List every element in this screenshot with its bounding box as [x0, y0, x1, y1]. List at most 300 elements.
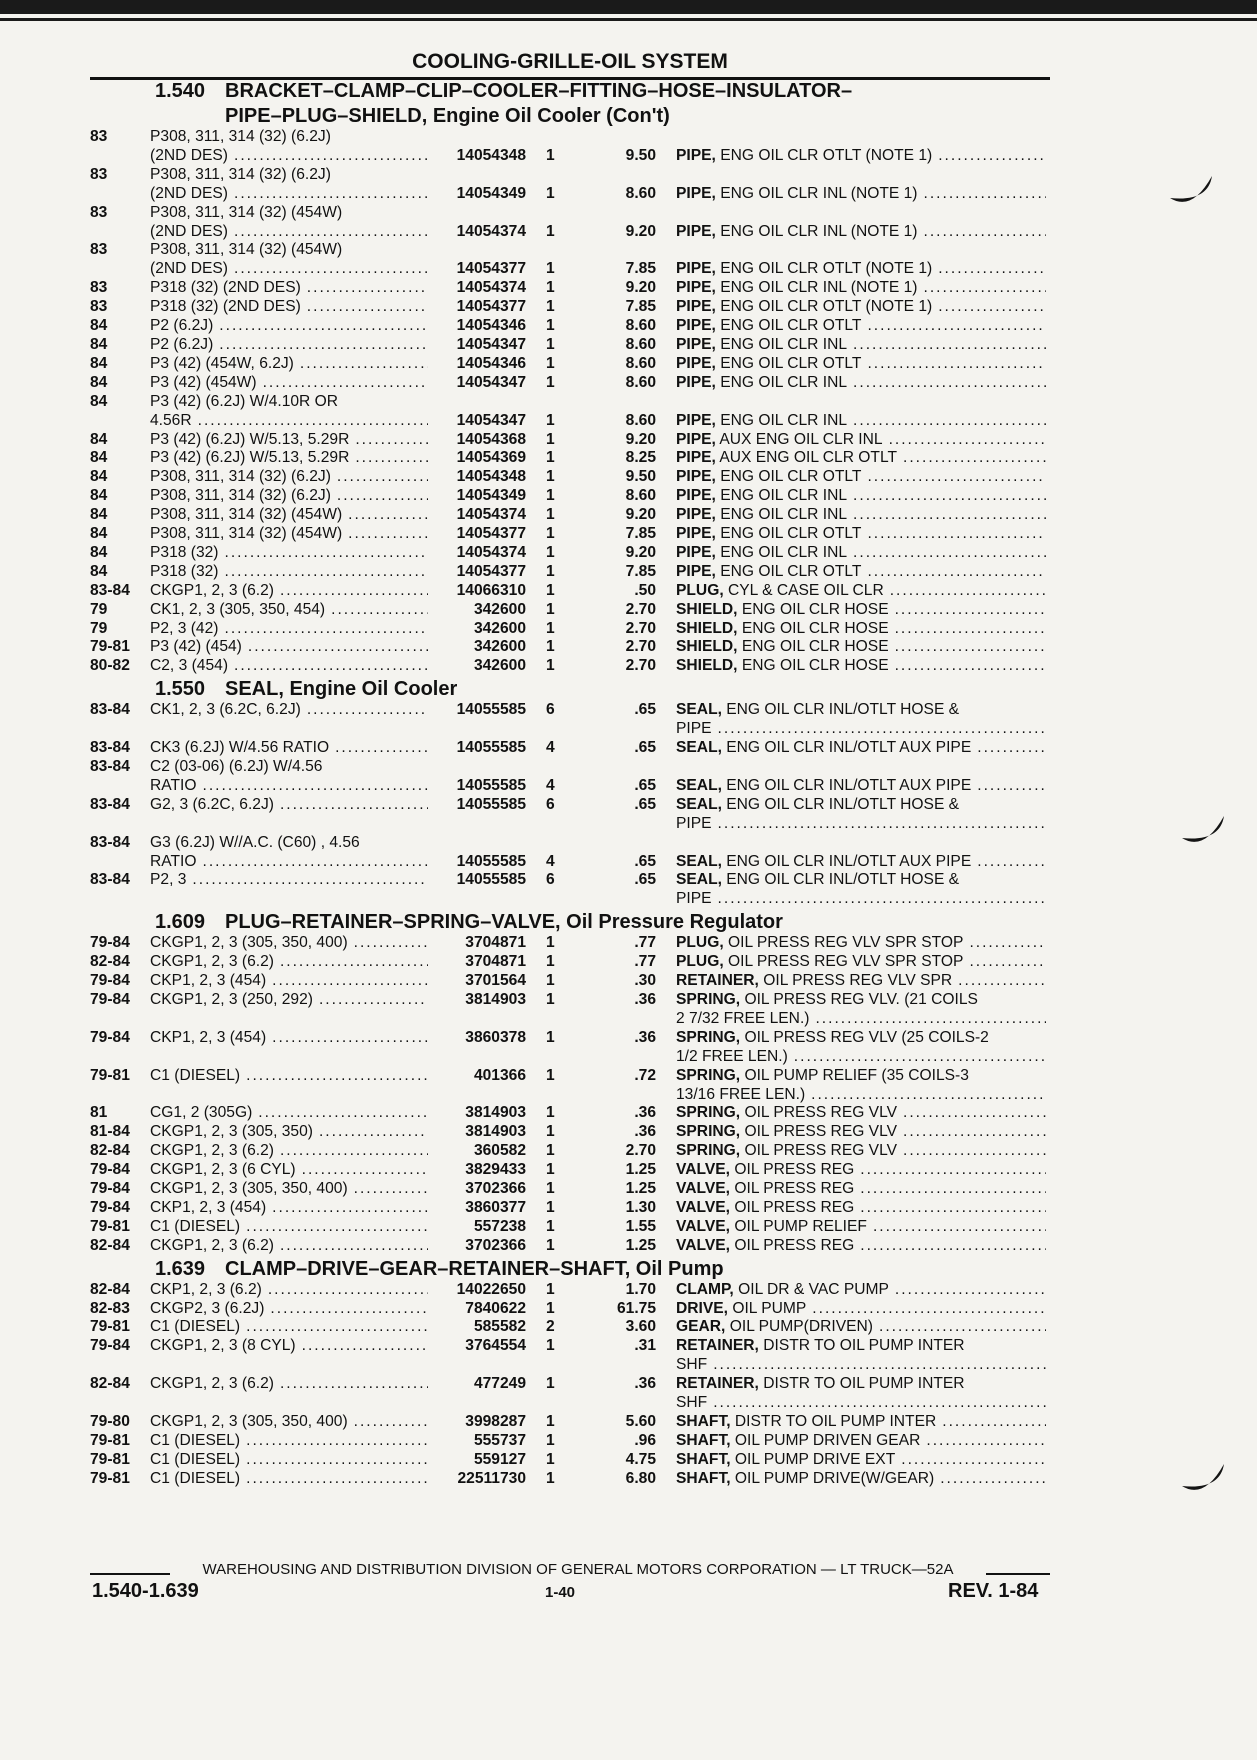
table-row	[90, 393, 1050, 412]
quantity: 4	[546, 739, 555, 757]
application	[150, 393, 428, 412]
leader-dots	[897, 449, 1046, 468]
table-row	[90, 1048, 1050, 1067]
part-keyword: PIPE,	[676, 373, 716, 391]
table-row	[90, 1394, 1050, 1413]
application-text: C1 (DIESEL)	[150, 1469, 241, 1487]
part-number: 14054346	[456, 317, 526, 335]
section-number: 1.550	[155, 678, 206, 701]
price: .36	[634, 1123, 656, 1141]
part-name	[676, 260, 1046, 279]
part-number: 14022650	[456, 1280, 526, 1298]
leader-dots	[918, 279, 1047, 298]
part-description: ENG OIL CLR INL	[720, 373, 848, 391]
part-keyword: PIPE,	[676, 335, 716, 353]
price: .65	[634, 776, 656, 794]
quantity: 1	[546, 657, 555, 675]
quantity: 6	[546, 795, 555, 813]
part-keyword: SHIELD,	[676, 600, 738, 618]
part-name	[676, 204, 1046, 223]
model-year: 79-84	[90, 1161, 130, 1179]
leader-dots	[331, 468, 428, 487]
price	[590, 1086, 656, 1105]
price: 2.70	[625, 1142, 656, 1160]
part-number: 342600	[473, 600, 526, 618]
application	[150, 1067, 428, 1086]
application-text: P308, 311, 314 (32) (454W)	[150, 203, 343, 221]
quantity: 4	[546, 852, 555, 870]
application-text: C1 (DIESEL)	[150, 1318, 241, 1336]
price: 8.60	[625, 373, 656, 391]
application	[150, 185, 428, 204]
part-keyword: PIPE,	[676, 562, 716, 580]
part-name	[676, 487, 1046, 506]
part-keyword: SHAFT,	[676, 1413, 731, 1430]
quantity: 1	[546, 1104, 555, 1122]
part-number	[428, 834, 526, 853]
application-text: CKGP1, 2, 3 (8 CYL)	[150, 1337, 296, 1355]
model-year: 79-84	[90, 1198, 130, 1216]
model-year: 79-81	[90, 1066, 130, 1084]
model-year: 79-81	[90, 638, 130, 656]
price: .65	[634, 871, 656, 889]
quantity	[526, 1356, 590, 1375]
leader-dots	[274, 1142, 428, 1161]
part-name	[676, 890, 1046, 909]
application	[150, 1413, 428, 1432]
application	[150, 1451, 428, 1470]
application-text: CK1, 2, 3 (6.2C, 6.2J)	[150, 701, 301, 719]
application	[150, 720, 428, 739]
leader-dots	[952, 972, 1046, 991]
part-name	[676, 1123, 1046, 1142]
quantity	[526, 393, 590, 412]
binder-hole-icon	[1180, 808, 1228, 856]
part-keyword: SEAL,	[676, 776, 722, 794]
quantity: 1	[546, 1142, 555, 1160]
quantity	[526, 890, 590, 909]
application	[150, 412, 428, 431]
quantity: 1	[546, 222, 555, 240]
leader-dots	[296, 1337, 428, 1356]
table-row	[90, 506, 1050, 525]
quantity: 1	[546, 1028, 555, 1046]
leader-dots	[240, 1470, 428, 1489]
quantity	[526, 1048, 590, 1067]
section-number: 1.540	[155, 80, 206, 102]
part-name	[676, 871, 1046, 890]
application-text: CKP1, 2, 3 (454)	[150, 1028, 267, 1046]
part-description: ENG OIL CLR INL	[720, 543, 848, 561]
model-year: 79-81	[90, 1318, 130, 1336]
table-row	[90, 871, 1050, 890]
part-number: 14054349	[456, 487, 526, 505]
application-text: CKGP1, 2, 3 (6.2)	[150, 953, 274, 971]
top-border-thin	[0, 18, 1257, 21]
table-row	[90, 147, 1050, 166]
leader-dots	[348, 1413, 428, 1432]
table-row	[90, 449, 1050, 468]
model-year: 79-84	[90, 934, 130, 952]
part-keyword: PIPE,	[676, 468, 716, 486]
price: .31	[634, 1337, 656, 1355]
application	[150, 166, 428, 185]
quantity: 1	[546, 146, 555, 164]
leader-dots	[861, 317, 1046, 336]
section-number: 1.609	[155, 911, 206, 934]
application-text: P308, 311, 314 (32) (6.2J)	[150, 128, 331, 145]
leader-dots	[847, 374, 1046, 393]
part-name	[676, 147, 1046, 166]
part-number: 3814903	[465, 1104, 526, 1122]
leader-dots	[854, 1199, 1046, 1218]
application-text: P3 (42) (454W)	[150, 373, 257, 391]
application	[150, 972, 428, 991]
price: .77	[634, 934, 656, 952]
model-year	[90, 412, 150, 431]
model-year: 83-84	[90, 871, 130, 889]
model-year: 83-84	[90, 581, 130, 599]
application	[150, 890, 428, 909]
leader-dots	[262, 1281, 428, 1300]
part-description: 1/2 FREE LEN.)	[676, 1047, 788, 1065]
price: 1.30	[625, 1198, 656, 1216]
part-description: OIL PRESS REG	[734, 1161, 855, 1179]
part-keyword: VALVE,	[676, 1161, 731, 1179]
table-row	[90, 1142, 1050, 1161]
part-name	[676, 317, 1046, 336]
footer-publisher: WAREHOUSING AND DISTRIBUTION DIVISION OF GENERAL MOTORS CORPORATION — LT TRUCK—52A	[202, 1561, 954, 1578]
quantity	[526, 166, 590, 185]
leader-dots	[918, 223, 1047, 242]
quantity: 2	[546, 1318, 555, 1336]
leader-dots	[301, 701, 428, 720]
part-name	[676, 1029, 1046, 1048]
price: .50	[634, 581, 656, 599]
part-keyword: SHAFT,	[676, 1469, 731, 1487]
application	[150, 298, 428, 317]
leader-dots	[331, 487, 428, 506]
application-text: CK3 (6.2J) W/4.56 RATIO	[150, 739, 330, 757]
price: 7.85	[625, 525, 656, 543]
application-text: CKGP1, 2, 3 (305, 350, 400)	[150, 934, 348, 952]
price: .77	[634, 953, 656, 971]
part-name	[676, 506, 1046, 525]
model-year: 79-84	[90, 990, 130, 1008]
table-row	[90, 204, 1050, 223]
part-name	[676, 468, 1046, 487]
model-year: 79-84	[90, 1337, 130, 1355]
price	[590, 1394, 656, 1413]
leader-dots	[228, 657, 428, 676]
table-row	[90, 1086, 1050, 1105]
model-year	[90, 1394, 150, 1413]
part-description: OIL PRESS REG VLV SPR STOP	[728, 934, 964, 952]
part-number	[428, 1048, 526, 1067]
price: 9.20	[625, 506, 656, 524]
leader-dots	[971, 777, 1046, 796]
part-description: PIPE	[676, 890, 712, 908]
footer-rule-right	[986, 1573, 1050, 1575]
part-number: 14054374	[456, 506, 526, 524]
binder-hole-icon	[1168, 168, 1216, 216]
application	[150, 758, 428, 777]
table-row	[90, 1161, 1050, 1180]
part-description: CYL & CASE OIL CLR	[728, 581, 884, 599]
application	[150, 796, 428, 815]
model-year: 84	[90, 487, 108, 505]
part-description: 2 7/32 FREE LEN.)	[676, 1009, 810, 1027]
leader-dots	[867, 1218, 1046, 1237]
application	[150, 544, 428, 563]
part-name	[676, 815, 1046, 834]
model-year	[90, 777, 150, 796]
price: 4.75	[625, 1450, 656, 1468]
leader-dots	[854, 1180, 1046, 1199]
application-text: CKP1, 2, 3 (454)	[150, 1198, 267, 1216]
quantity: 1	[546, 411, 555, 429]
part-description: DISTR TO OIL PUMP INTER	[763, 1337, 965, 1355]
leader-dots	[296, 1161, 428, 1180]
part-name	[676, 582, 1046, 601]
leader-dots	[213, 317, 428, 336]
leader-dots	[192, 412, 428, 431]
leader-dots	[932, 260, 1046, 279]
part-name	[676, 1067, 1046, 1086]
section-title: BRACKET–CLAMP–CLIP–COOLER–FITTING–HOSE–INSULATOR–	[225, 80, 853, 102]
part-keyword: DRIVE,	[676, 1299, 728, 1317]
section-title: SEAL, Engine Oil Cooler	[225, 678, 458, 701]
table-row	[90, 1413, 1050, 1432]
model-year	[90, 853, 150, 872]
part-number: 3764554	[465, 1337, 526, 1355]
part-number: 14055585	[456, 795, 526, 813]
part-keyword: SHIELD,	[676, 619, 738, 637]
part-keyword: PIPE,	[676, 317, 716, 335]
leader-dots	[274, 1237, 428, 1256]
part-keyword: SHIELD,	[676, 638, 738, 656]
part-description: OIL PUMP DRIVE(W/GEAR)	[734, 1469, 935, 1487]
application	[150, 853, 428, 872]
part-name	[676, 298, 1046, 317]
part-keyword: PIPE,	[676, 487, 716, 505]
quantity: 1	[546, 298, 555, 316]
quantity: 1	[546, 990, 555, 1008]
application-text: P3 (42) (454W, 6.2J)	[150, 354, 294, 372]
part-description: ENG OIL CLR INL/OTLT HOSE &	[726, 871, 960, 889]
part-name	[676, 1048, 1046, 1067]
part-description: OIL PUMP RELIEF (35 COILS-3	[744, 1066, 969, 1084]
part-number: 3702366	[465, 1236, 526, 1254]
application-text: RATIO	[150, 852, 197, 870]
part-number: 401366	[473, 1066, 526, 1084]
leader-dots	[313, 991, 428, 1010]
leader-dots	[934, 1470, 1046, 1489]
section-title: PLUG–RETAINER–SPRING–VALVE, Oil Pressure Regulator	[225, 911, 783, 934]
quantity: 1	[546, 953, 555, 971]
part-number: 14054347	[456, 335, 526, 353]
leader-dots	[264, 1300, 428, 1319]
part-name	[676, 1104, 1046, 1123]
price: 3.60	[625, 1318, 656, 1336]
quantity: 1	[546, 430, 555, 448]
application	[150, 953, 428, 972]
part-keyword: VALVE,	[676, 1198, 731, 1216]
price: 9.20	[625, 543, 656, 561]
application-text: CKGP1, 2, 3 (305, 350)	[150, 1123, 313, 1141]
model-year: 80-82	[90, 657, 130, 675]
application-text: CKGP1, 2, 3 (305, 350, 400)	[150, 1180, 348, 1198]
application-text: P2 (6.2J)	[150, 335, 214, 353]
model-year: 79-81	[90, 1450, 130, 1468]
part-number: 559127	[473, 1450, 526, 1468]
application-text: CKGP1, 2, 3 (6.2)	[150, 1142, 274, 1160]
leader-dots	[301, 298, 428, 317]
leader-dots	[873, 1318, 1046, 1337]
application-text: CKGP1, 2, 3 (6.2)	[150, 1236, 274, 1254]
leader-dots	[266, 972, 428, 991]
part-number	[428, 815, 526, 834]
table-row	[90, 758, 1050, 777]
model-year: 79-84	[90, 1180, 130, 1198]
application-text: RATIO	[150, 776, 197, 794]
model-year	[90, 260, 150, 279]
price: .36	[634, 1375, 656, 1393]
application	[150, 128, 428, 147]
part-number: 14054377	[456, 298, 526, 316]
part-keyword: SEAL,	[676, 852, 722, 870]
application-text: P308, 311, 314 (32) (6.2J)	[150, 487, 331, 505]
application-text: P3 (42) (6.2J) W/5.13, 5.29R	[150, 449, 350, 467]
price: .65	[634, 795, 656, 813]
section-heading-cont	[90, 105, 1050, 128]
leader-dots	[266, 1029, 428, 1048]
part-name	[676, 853, 1046, 872]
quantity	[526, 834, 590, 853]
part-number: 3829433	[465, 1161, 526, 1179]
table-row	[90, 487, 1050, 506]
price: .65	[634, 701, 656, 719]
table-row	[90, 1300, 1050, 1319]
application-text: CKGP1, 2, 3 (305, 350, 400)	[150, 1413, 348, 1430]
price: .96	[634, 1431, 656, 1449]
table-row	[90, 1029, 1050, 1048]
part-name	[676, 953, 1046, 972]
quantity	[526, 815, 590, 834]
part-number: 14054347	[456, 373, 526, 391]
application	[150, 657, 428, 676]
part-description: ENG OIL CLR OTLT	[720, 562, 862, 580]
application	[150, 147, 428, 166]
table-row	[90, 815, 1050, 834]
application-text: P308, 311, 314 (32) (454W)	[150, 241, 343, 259]
part-number: 14054377	[456, 525, 526, 543]
part-description: OIL PRESS REG	[734, 1236, 855, 1254]
part-keyword: SHIELD,	[676, 657, 738, 675]
price: 2.70	[625, 600, 656, 618]
leader-dots	[854, 1237, 1046, 1256]
part-description: OIL PRESS REG VLV	[744, 1104, 897, 1122]
application-text: P3 (42) (454)	[150, 638, 242, 656]
price: 2.70	[625, 638, 656, 656]
application	[150, 336, 428, 355]
part-number	[428, 1394, 526, 1413]
price: 8.60	[625, 487, 656, 505]
application	[150, 431, 428, 450]
part-description: PIPE	[676, 814, 712, 832]
part-keyword: SPRING,	[676, 990, 741, 1008]
part-name	[676, 601, 1046, 620]
quantity: 6	[546, 871, 555, 889]
application-text: G2, 3 (6.2C, 6.2J)	[150, 795, 274, 813]
table-row	[90, 563, 1050, 582]
table-row	[90, 1337, 1050, 1356]
application-text: C1 (DIESEL)	[150, 1217, 241, 1235]
part-keyword: PIPE,	[676, 525, 716, 543]
application-text: P2 (6.2J)	[150, 317, 214, 335]
quantity	[526, 1394, 590, 1413]
table-row	[90, 1451, 1050, 1470]
leader-dots	[889, 657, 1046, 676]
part-description: DISTR TO OIL PUMP INTER	[734, 1413, 937, 1430]
leader-dots	[712, 890, 1046, 909]
part-name	[676, 972, 1046, 991]
model-year: 84	[90, 562, 108, 580]
table-row	[90, 1318, 1050, 1337]
part-name	[676, 1375, 1046, 1394]
part-number: 360582	[473, 1142, 526, 1160]
price: 1.55	[625, 1217, 656, 1235]
application	[150, 1218, 428, 1237]
quantity: 1	[546, 638, 555, 656]
part-name	[676, 834, 1046, 853]
part-keyword: RETAINER,	[676, 972, 759, 990]
leader-dots	[349, 431, 428, 450]
leader-dots	[861, 468, 1046, 487]
part-keyword: SEAL,	[676, 701, 722, 719]
part-number: 14054349	[456, 184, 526, 202]
application	[150, 1394, 428, 1413]
model-year: 83	[90, 241, 108, 259]
price: 8.60	[625, 335, 656, 353]
table-row	[90, 1375, 1050, 1394]
table-row	[90, 412, 1050, 431]
part-description: 13/16 FREE LEN.)	[676, 1085, 806, 1103]
price: 7.85	[625, 562, 656, 580]
application	[150, 739, 428, 758]
part-keyword: SPRING,	[676, 1123, 741, 1141]
quantity: 1	[546, 972, 555, 990]
part-number: 14055585	[456, 701, 526, 719]
table-row	[90, 544, 1050, 563]
table-row	[90, 620, 1050, 639]
application	[150, 355, 428, 374]
model-year: 82-84	[90, 1236, 130, 1254]
model-year: 83-84	[90, 795, 130, 813]
table-row	[90, 1067, 1050, 1086]
application-text: P308, 311, 314 (32) (454W)	[150, 525, 343, 543]
application	[150, 1161, 428, 1180]
part-keyword: SPRING,	[676, 1066, 741, 1084]
part-name	[676, 777, 1046, 796]
part-number: 585582	[473, 1318, 526, 1336]
leader-dots	[342, 525, 428, 544]
table-row	[90, 1356, 1050, 1375]
application-text: P308, 311, 314 (32) (454W)	[150, 506, 343, 524]
table-row	[90, 834, 1050, 853]
leader-dots	[240, 1451, 428, 1470]
price: .65	[634, 739, 656, 757]
